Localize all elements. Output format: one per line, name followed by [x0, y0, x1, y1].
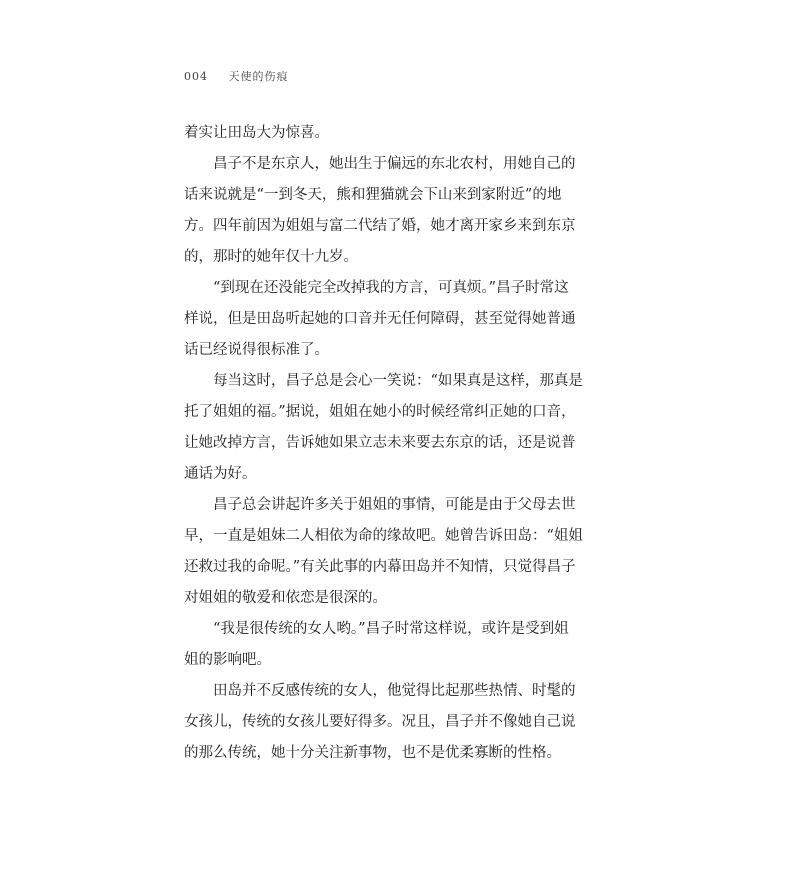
text-line: 的那么传统，她十分关注新事物，也不是优柔寡断的性格。 [184, 745, 561, 761]
text-line: 每当这时，昌子总是会心一笑说：“如果真是这样，那真是 [213, 373, 583, 389]
text-line: 托了姐姐的福。”据说，姐姐在她小的时候经常纠正她的口音， [184, 404, 576, 420]
paragraph [184, 366, 594, 490]
text-line: 昌子不是东京人，她出生于偏远的东北农村，用她自己的 [213, 156, 576, 172]
page-number: 004 [184, 70, 208, 83]
paragraph [184, 490, 594, 614]
paragraph [184, 273, 594, 366]
text-line: 姐的影响吧。 [184, 652, 271, 668]
text-line: 早，一直是姐妹二人相依为命的缘故吧。她曾告诉田岛：“姐姐 [184, 528, 583, 544]
running-header [184, 68, 289, 86]
paragraph [184, 118, 594, 149]
text-line: 样说，但是田岛听起她的口音并无任何障碍，甚至觉得她普通 [184, 311, 576, 327]
text-line: 话已经说得很标准了。 [184, 342, 329, 358]
text-line: “到现在还没能完全改掉我的方言，可真烦。”昌子时常这 [213, 280, 569, 296]
text-line: 通话为好。 [184, 466, 257, 482]
text-line: 方。四年前因为姐姐与富二代结了婚，她才离开家乡来到东京 [184, 218, 576, 234]
text-line: 田岛并不反感传统的女人，他觉得比起那些热情、时髦的 [213, 683, 576, 699]
paragraph [184, 676, 594, 769]
text-line: 的，那时的她年仅十九岁。 [184, 249, 358, 265]
text-line: 昌子总会讲起许多关于姐姐的事情，可能是由于父母去世 [213, 497, 576, 513]
body-text [184, 118, 594, 769]
text-line: 话来说就是“一到冬天，熊和狸猫就会下山来到家附近”的地 [184, 187, 562, 203]
text-line: “我是很传统的女人哟。”昌子时常这样说，或许是受到姐 [213, 621, 569, 637]
text-line: 女孩儿，传统的女孩儿要好得多。况且，昌子并不像她自己说 [184, 714, 576, 730]
book-title: 天使的伤痕 [228, 70, 289, 83]
text-line: 着实让田岛大为惊喜。 [184, 125, 329, 141]
paragraph [184, 614, 594, 676]
paragraph [184, 149, 594, 273]
text-line: 对姐姐的敬爱和依恋是很深的。 [184, 590, 387, 606]
text-line: 让她改掉方言，告诉她如果立志未来要去东京的话，还是说普 [184, 435, 576, 451]
text-line: 还救过我的命呢。”有关此事的内幕田岛并不知情，只觉得昌子 [184, 559, 576, 575]
